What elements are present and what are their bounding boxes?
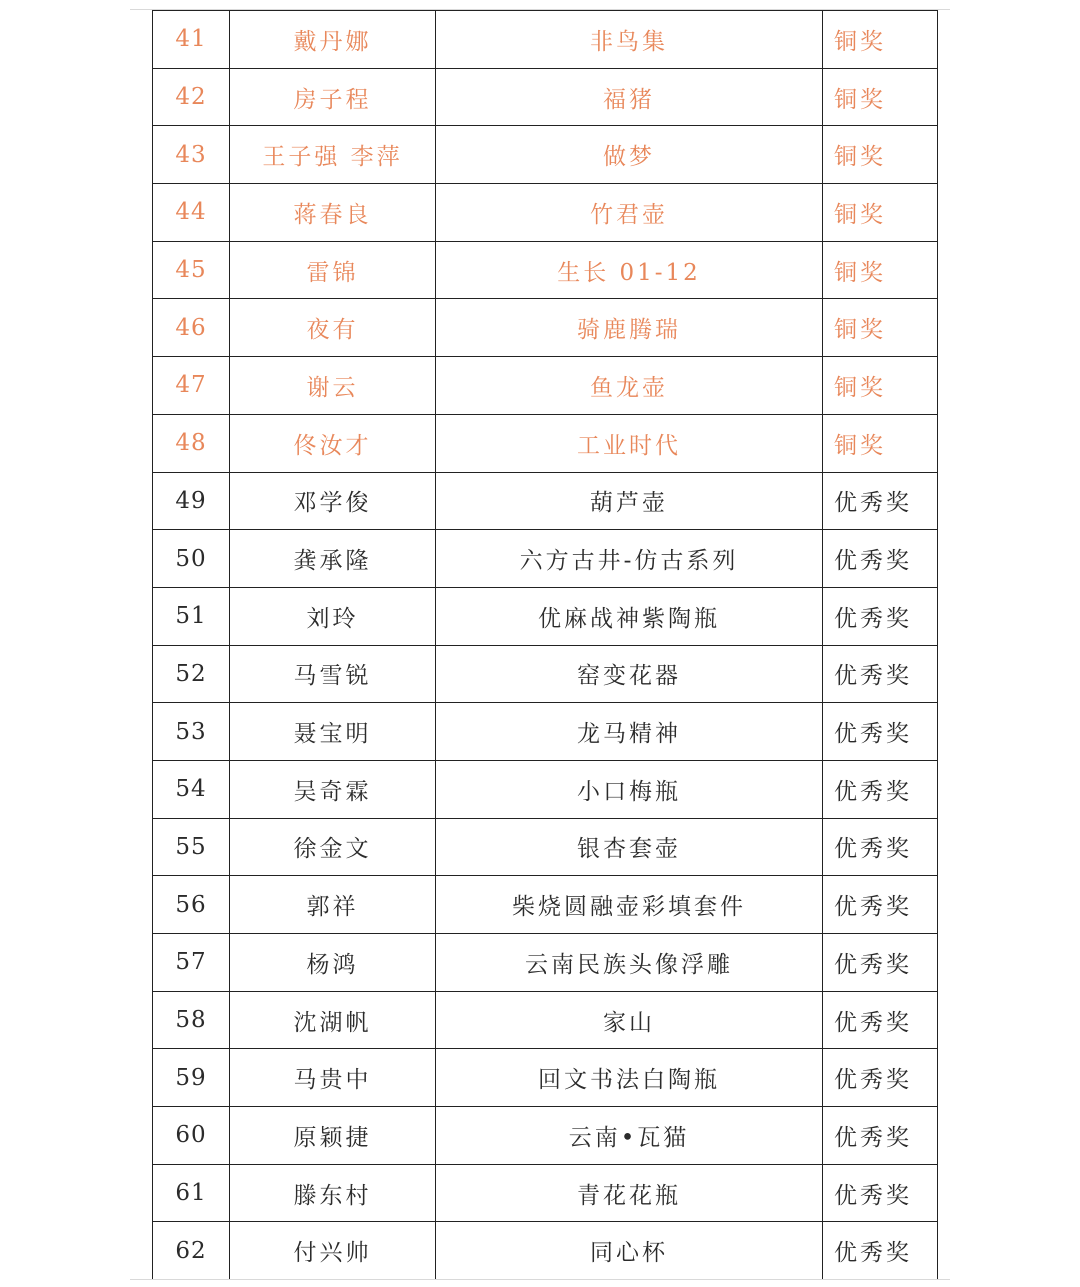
awards-table-body <box>153 11 938 1280</box>
award-level: 优秀奖 <box>823 530 938 588</box>
row-number: 48 <box>153 414 230 472</box>
artist-name: 马贵中 <box>230 1049 436 1107</box>
artist-name: 雷锦 <box>230 241 436 299</box>
artist-name: 夜有 <box>230 299 436 357</box>
row-number: 55 <box>153 818 230 876</box>
page-bottom-guide <box>130 1279 950 1280</box>
table-row <box>153 818 938 876</box>
table-row <box>153 126 938 184</box>
artist-name: 蒋春良 <box>230 184 436 242</box>
artist-name: 郭祥 <box>230 876 436 934</box>
row-number: 62 <box>153 1222 230 1280</box>
award-level: 铜奖 <box>823 299 938 357</box>
artist-name: 佟汝才 <box>230 414 436 472</box>
table-row <box>153 11 938 69</box>
table-row <box>153 414 938 472</box>
work-title: 龙马精神 <box>436 703 823 761</box>
table-row <box>153 357 938 415</box>
artist-name: 徐金文 <box>230 818 436 876</box>
work-title: 工业时代 <box>436 414 823 472</box>
work-title: 六方古井-仿古系列 <box>436 530 823 588</box>
award-level: 铜奖 <box>823 126 938 184</box>
artist-name: 戴丹娜 <box>230 11 436 69</box>
work-title: 优麻战神紫陶瓶 <box>436 587 823 645</box>
table-row <box>153 645 938 703</box>
row-number: 44 <box>153 184 230 242</box>
work-title: 鱼龙壶 <box>436 357 823 415</box>
table-row <box>153 587 938 645</box>
award-level: 铜奖 <box>823 184 938 242</box>
table-row <box>153 876 938 934</box>
award-level: 优秀奖 <box>823 991 938 1049</box>
row-number: 41 <box>153 11 230 69</box>
work-title: 青花花瓶 <box>436 1164 823 1222</box>
work-title: 做梦 <box>436 126 823 184</box>
award-level: 铜奖 <box>823 11 938 69</box>
work-title: 柴烧圆融壶彩填套件 <box>436 876 823 934</box>
award-level: 优秀奖 <box>823 645 938 703</box>
award-level: 优秀奖 <box>823 587 938 645</box>
artist-name: 杨鸿 <box>230 934 436 992</box>
row-number: 54 <box>153 760 230 818</box>
row-number: 60 <box>153 1107 230 1165</box>
row-number: 50 <box>153 530 230 588</box>
row-number: 59 <box>153 1049 230 1107</box>
work-title: 小口梅瓶 <box>436 760 823 818</box>
row-number: 49 <box>153 472 230 530</box>
row-number: 47 <box>153 357 230 415</box>
artist-name: 吴奇霖 <box>230 760 436 818</box>
award-level: 优秀奖 <box>823 1164 938 1222</box>
work-title: 回文书法白陶瓶 <box>436 1049 823 1107</box>
work-title: 银杏套壶 <box>436 818 823 876</box>
table-row <box>153 68 938 126</box>
table-row <box>153 184 938 242</box>
work-title: 葫芦壶 <box>436 472 823 530</box>
row-number: 42 <box>153 68 230 126</box>
row-number: 56 <box>153 876 230 934</box>
artist-name: 邓学俊 <box>230 472 436 530</box>
award-level: 优秀奖 <box>823 934 938 992</box>
row-number: 46 <box>153 299 230 357</box>
artist-name: 原颖捷 <box>230 1107 436 1165</box>
row-number: 52 <box>153 645 230 703</box>
table-row <box>153 241 938 299</box>
row-number: 58 <box>153 991 230 1049</box>
table-row <box>153 991 938 1049</box>
row-number: 45 <box>153 241 230 299</box>
table-row <box>153 703 938 761</box>
row-number: 61 <box>153 1164 230 1222</box>
award-level: 铜奖 <box>823 241 938 299</box>
award-level: 优秀奖 <box>823 1049 938 1107</box>
award-level: 优秀奖 <box>823 876 938 934</box>
table-row <box>153 1222 938 1280</box>
work-title: 云南民族头像浮雕 <box>436 934 823 992</box>
award-level: 铜奖 <box>823 357 938 415</box>
table-row <box>153 934 938 992</box>
award-level: 优秀奖 <box>823 472 938 530</box>
artist-name: 聂宝明 <box>230 703 436 761</box>
table-row <box>153 299 938 357</box>
row-number: 57 <box>153 934 230 992</box>
table-row <box>153 472 938 530</box>
award-level: 优秀奖 <box>823 1107 938 1165</box>
artist-name: 王子强 李萍 <box>230 126 436 184</box>
artist-name: 龚承隆 <box>230 530 436 588</box>
table-row <box>153 1164 938 1222</box>
award-level: 优秀奖 <box>823 1222 938 1280</box>
artist-name: 谢云 <box>230 357 436 415</box>
work-title: 同心杯 <box>436 1222 823 1280</box>
table-row <box>153 530 938 588</box>
row-number: 43 <box>153 126 230 184</box>
award-level: 铜奖 <box>823 68 938 126</box>
award-level: 优秀奖 <box>823 703 938 761</box>
table-row <box>153 1107 938 1165</box>
row-number: 51 <box>153 587 230 645</box>
table-row <box>153 1049 938 1107</box>
artist-name: 沈湖帆 <box>230 991 436 1049</box>
table-row <box>153 760 938 818</box>
work-title: 窑变花器 <box>436 645 823 703</box>
row-number: 53 <box>153 703 230 761</box>
artist-name: 马雪锐 <box>230 645 436 703</box>
work-title: 福猪 <box>436 68 823 126</box>
work-title: 非鸟集 <box>436 11 823 69</box>
artist-name: 滕东村 <box>230 1164 436 1222</box>
awards-table <box>152 10 938 1280</box>
award-level: 铜奖 <box>823 414 938 472</box>
artist-name: 刘玲 <box>230 587 436 645</box>
artist-name: 付兴帅 <box>230 1222 436 1280</box>
award-level: 优秀奖 <box>823 760 938 818</box>
work-title: 骑鹿腾瑞 <box>436 299 823 357</box>
work-title: 竹君壶 <box>436 184 823 242</box>
artist-name: 房子程 <box>230 68 436 126</box>
work-title: 家山 <box>436 991 823 1049</box>
award-level: 优秀奖 <box>823 818 938 876</box>
work-title: 云南•瓦猫 <box>436 1107 823 1165</box>
work-title: 生长 01-12 <box>436 241 823 299</box>
